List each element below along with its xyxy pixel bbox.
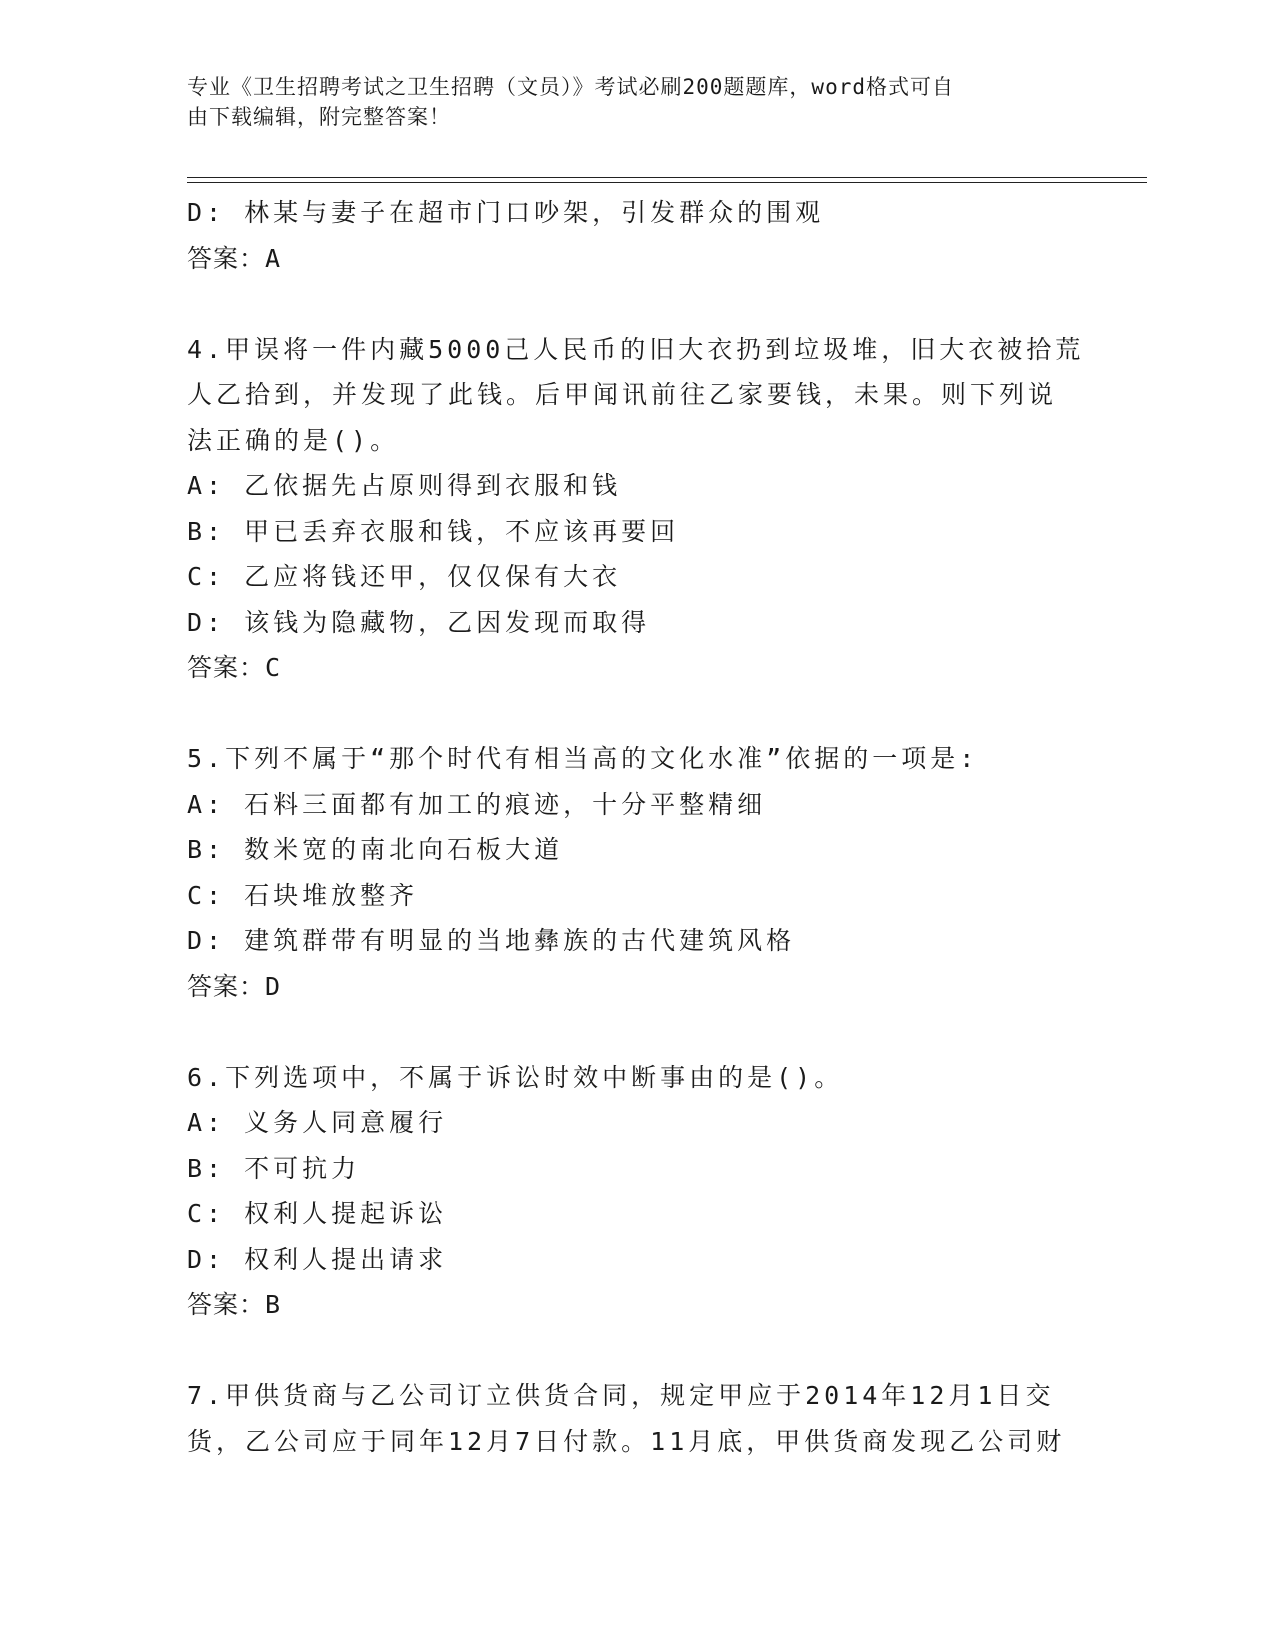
question-text-line: 7.甲供货商与乙公司订立供货合同，规定甲应于2014年12月1日交 [187, 1381, 1055, 1410]
answer: 答案：C [187, 653, 282, 682]
document-header [187, 72, 1067, 132]
answer: 答案：D [187, 971, 282, 1001]
option-b: B: 甲已丢弃衣服和钱，不应该再要回 [187, 516, 680, 546]
spacer [187, 1328, 1087, 1374]
option-d: D: 建筑群带有明显的当地彝族的古代建筑风格 [187, 926, 796, 955]
option-a: A: 石料三面都有加工的痕迹，十分平整精细 [187, 789, 767, 819]
option-d: D: 林某与妻子在超市门口吵架，引发群众的围观 [187, 198, 825, 227]
answer: 答案：A [187, 243, 282, 273]
question-3-tail [187, 190, 1087, 281]
question-5 [187, 736, 1087, 1009]
option-a: A: 乙依据先占原则得到衣服和钱 [187, 471, 622, 500]
question-text-line: 4.甲误将一件内藏5000己人民币的旧大衣扔到垃圾堆，旧大衣被拾荒 [187, 334, 1085, 364]
answer: 答案：B [187, 1290, 282, 1319]
option-d: D: 该钱为隐藏物，乙因发现而取得 [187, 607, 651, 637]
option-c: C: 乙应将钱还甲，仅仅保有大衣 [187, 562, 622, 591]
question-4 [187, 327, 1087, 691]
option-b: B: 数米宽的南北向石板大道 [187, 835, 564, 864]
spacer [187, 281, 1087, 327]
spacer [187, 691, 1087, 737]
question-text-line: 法正确的是()。 [187, 425, 400, 455]
spacer [187, 1009, 1087, 1055]
header-line-1: 专业《卫生招聘考试之卫生招聘（文员）》考试必刷200题题库，word格式可自 [187, 75, 954, 99]
question-text-line: 5.下列不属于“那个时代有相当高的文化水准”依据的一项是: [187, 744, 979, 773]
option-b: B: 不可抗力 [187, 1153, 361, 1183]
option-d: D: 权利人提出请求 [187, 1244, 448, 1274]
question-6 [187, 1055, 1087, 1328]
header-line-2: 由下载编辑，附完整答案！ [187, 105, 451, 129]
document-body [187, 190, 1087, 1464]
question-text-line: 6.下列选项中，不属于诉讼时效中断事由的是()。 [187, 1062, 844, 1092]
question-text-line: 货，乙公司应于同年12月7日付款。11月底，甲供货商发现乙公司财 [187, 1426, 1066, 1456]
question-text-line: 人乙拾到，并发现了此钱。后甲闻讯前往乙家要钱，未果。则下列说 [187, 380, 1058, 409]
header-rule-top [187, 177, 1147, 178]
header-rule-bottom [187, 182, 1147, 183]
question-7 [187, 1373, 1087, 1464]
option-c: C: 石块堆放整齐 [187, 880, 419, 910]
option-c: C: 权利人提起诉讼 [187, 1199, 448, 1228]
option-a: A: 义务人同意履行 [187, 1108, 448, 1137]
